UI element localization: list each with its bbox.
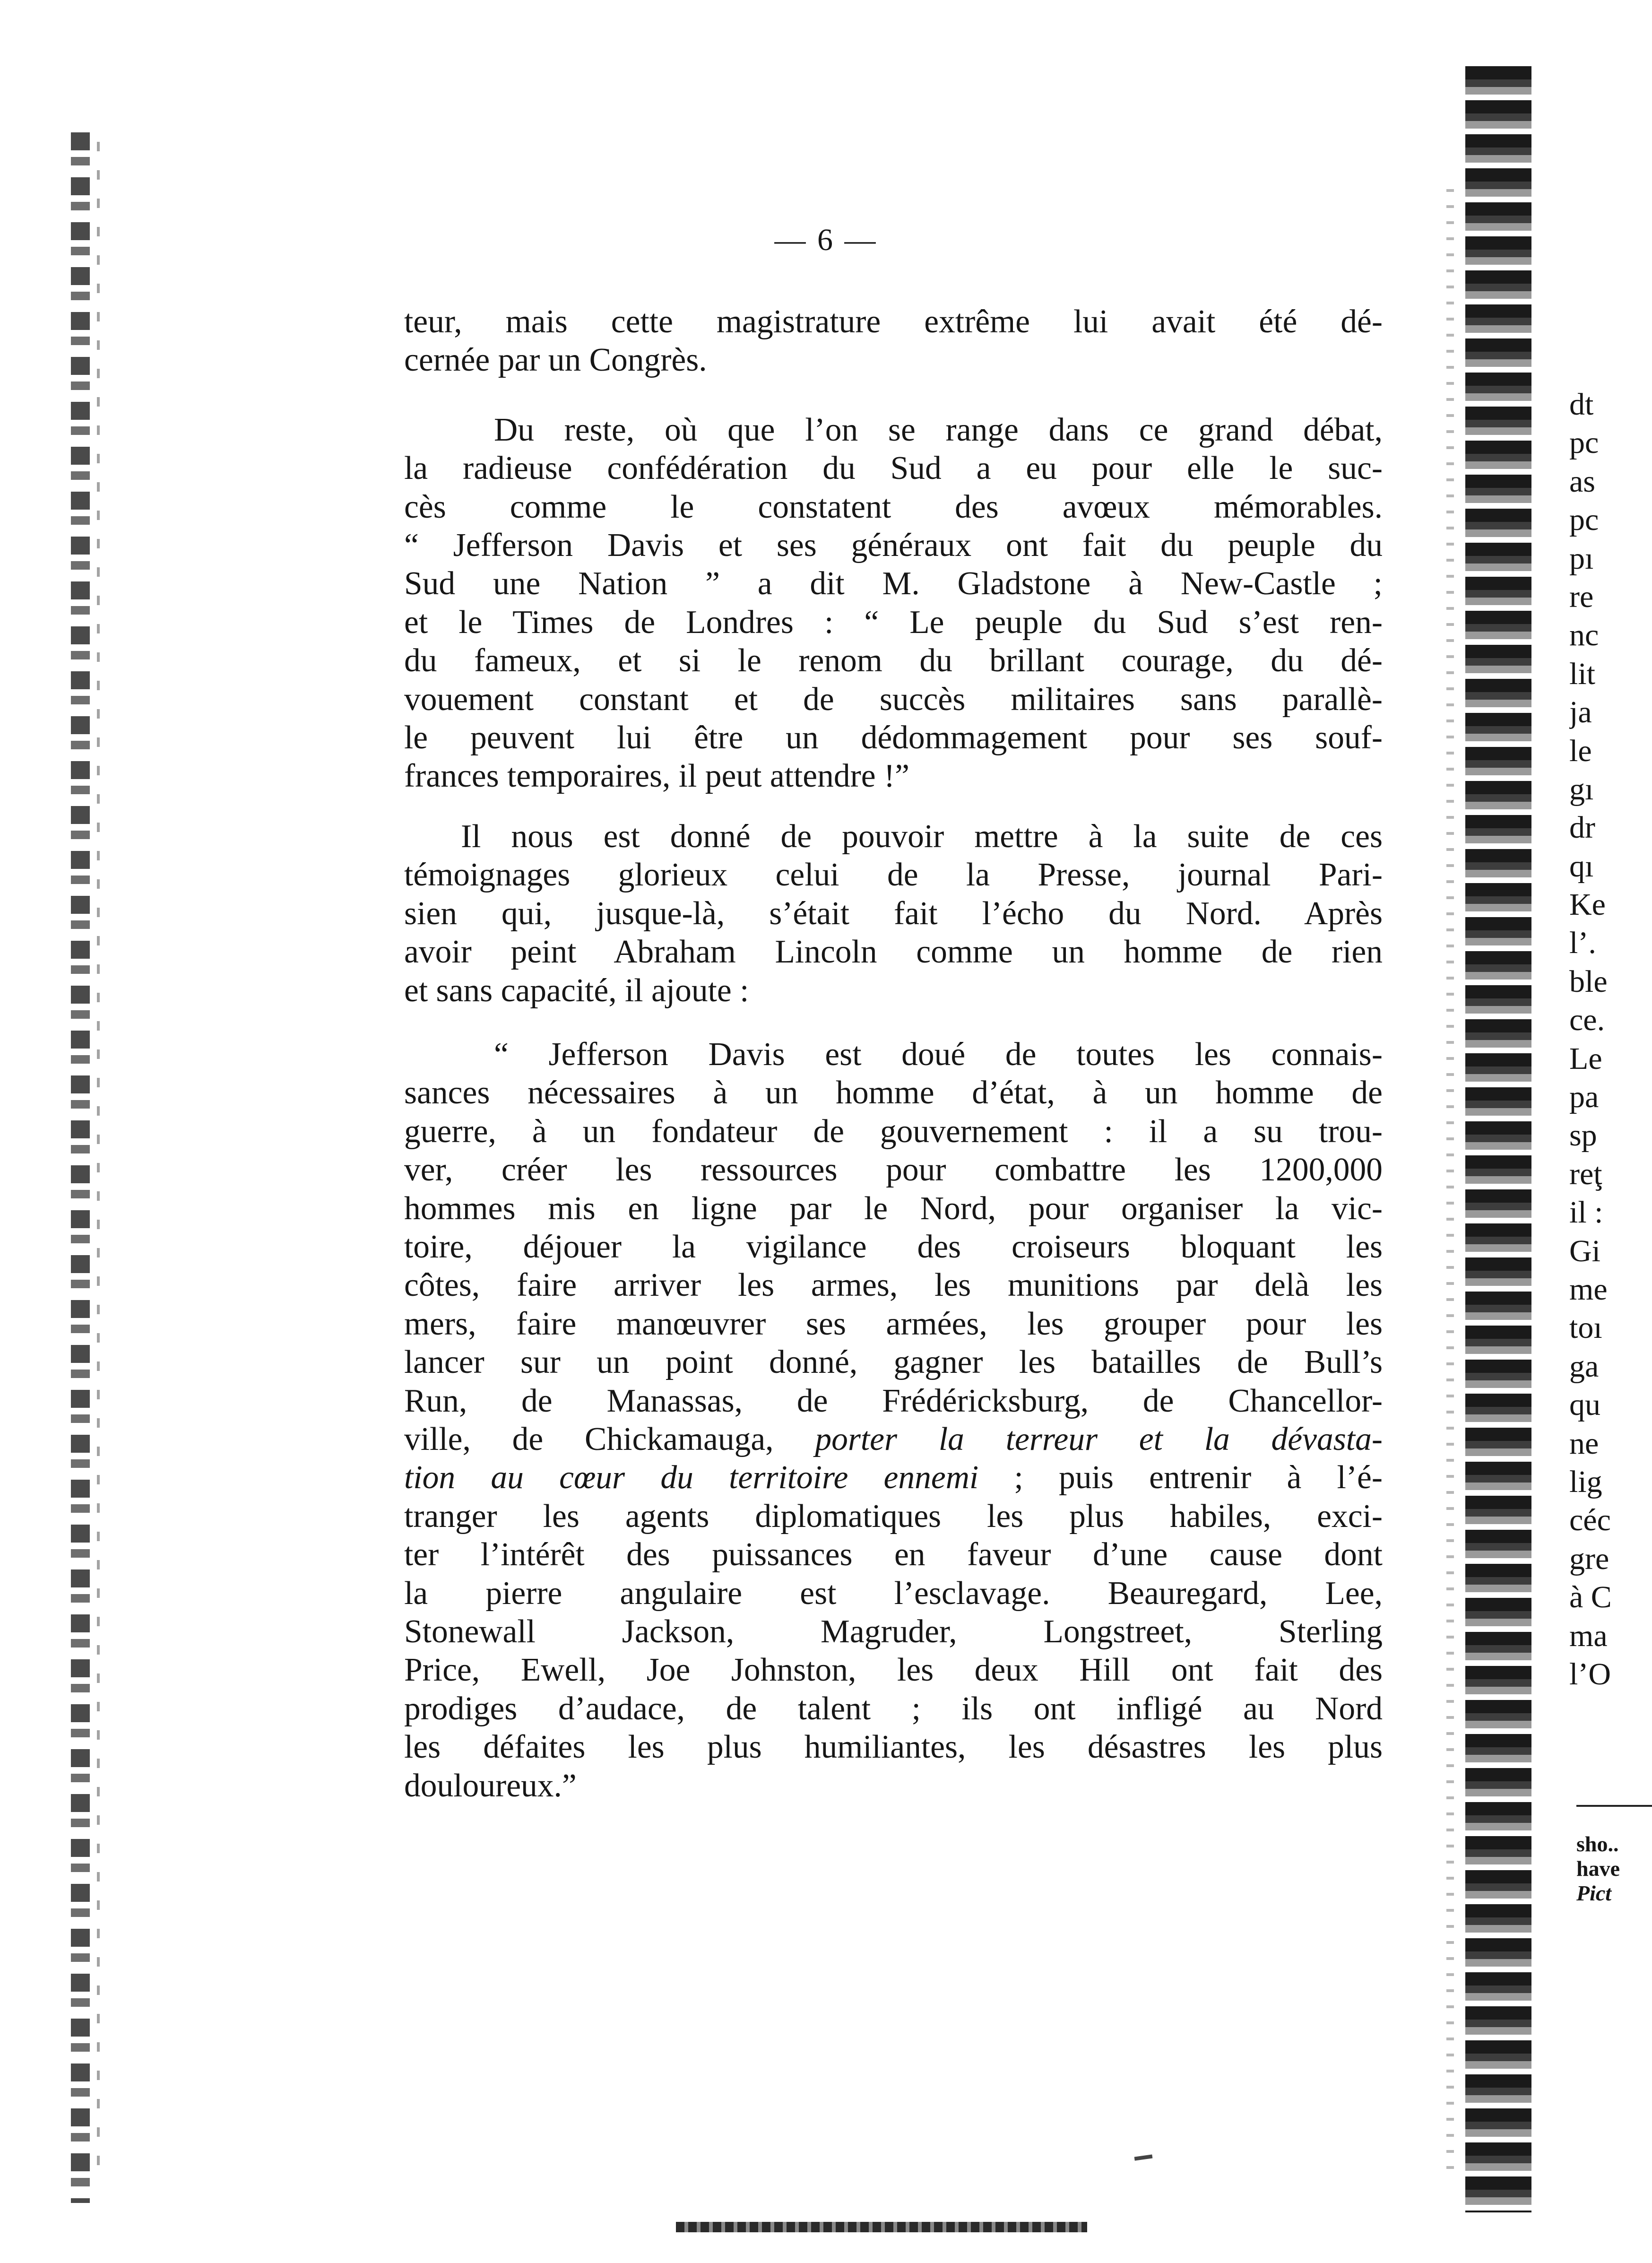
text-line: Il nous est donné de pouvoir mettre à la suite de ces xyxy=(461,818,1383,855)
fragment: re xyxy=(1569,579,1594,614)
text-italic: porter la terreur et la dévasta- xyxy=(815,1421,1383,1457)
fragment: Ke xyxy=(1569,887,1606,922)
text-line: “ Jefferson Davis et ses généraux ont fait du peuple du xyxy=(404,527,1383,564)
text-roman: ; puis entrenir à l’é- xyxy=(978,1459,1383,1496)
fragment: lig xyxy=(1569,1464,1602,1499)
text-line: toire, déjouer la vigilance des croiseurs bloquant les xyxy=(404,1228,1383,1265)
fragment: ce. xyxy=(1569,1003,1605,1038)
fragment: pa xyxy=(1569,1080,1599,1115)
fragment: Pict xyxy=(1576,1881,1612,1905)
text-line: et le Times de Londres : “ Le peuple du Sud s’est ren- xyxy=(404,604,1383,641)
main-text-column xyxy=(404,303,1383,1805)
fragment: ma xyxy=(1569,1618,1608,1653)
fragment: sp xyxy=(1569,1118,1597,1153)
text-line: les défaites les plus humiliantes, les désastres les plus xyxy=(404,1729,1383,1766)
fragment: Gi xyxy=(1569,1233,1600,1268)
quotation xyxy=(404,1035,1383,1805)
text-line: Sud une Nation ” a dit M. Gladstone à New-Castle ; xyxy=(404,565,1383,602)
text-line: Stonewall Jackson, Magruder, Longstreet, Sterling xyxy=(404,1613,1383,1650)
text-line-mixed xyxy=(404,1420,1383,1458)
text-line: Run, de Manassas, de Frédéricksburg, de Chancellor- xyxy=(404,1382,1383,1419)
fragment: ja xyxy=(1569,695,1592,730)
fragment: pc xyxy=(1569,503,1599,538)
text-line: prodiges d’audace, de talent ; ils ont infligé au Nord xyxy=(404,1690,1383,1727)
scan-right-edge xyxy=(1465,66,1531,2212)
fragment: gre xyxy=(1569,1541,1609,1576)
text-line: ter l’intérêt des puissances en faveur d’une cause dont xyxy=(404,1536,1383,1573)
text-line: la pierre angulaire est l’esclavage. Beauregard, Lee, xyxy=(404,1575,1383,1612)
adjacent-page-footnote-rule xyxy=(1576,1805,1652,1807)
text-line: du fameux, et si le renom du brillant courage, du dé- xyxy=(404,642,1383,679)
fragment: have xyxy=(1576,1856,1620,1881)
fragment: céc xyxy=(1569,1503,1611,1538)
text-line: mers, faire manœuvrer ses armées, les grouper pour les xyxy=(404,1305,1383,1342)
fragment: dt xyxy=(1569,387,1594,422)
fragment: me xyxy=(1569,1272,1608,1307)
adjacent-page-fragments xyxy=(1569,385,1652,1693)
text-line: la radieuse confédération du Sud a eu pour elle le suc- xyxy=(404,450,1383,487)
text-line: teur, mais cette magistrature extrême lui avait été dé- xyxy=(404,303,1383,340)
fragment: ble xyxy=(1569,964,1608,999)
fragment: gı xyxy=(1569,772,1594,806)
page-number: — 6 — xyxy=(774,223,878,257)
fragment: toı xyxy=(1569,1310,1602,1345)
text-line: douloureux.” xyxy=(404,1767,577,1804)
text-line: hommes mis en ligne par le Nord, pour organiser la vic- xyxy=(404,1190,1383,1227)
fragment: ga xyxy=(1569,1349,1599,1384)
text-line: Du reste, où que l’on se range dans ce grand débat, xyxy=(494,411,1383,448)
scan-bottom-strip xyxy=(676,2222,1087,2232)
fragment: nc xyxy=(1569,618,1599,653)
text-line: “ Jefferson Davis est doué de toutes les connais- xyxy=(494,1036,1383,1073)
text-line-mixed xyxy=(404,1458,1383,1497)
fragment: reţ xyxy=(1569,1156,1602,1191)
text-line: ver, créer les ressources pour combattre les 1200,000 xyxy=(404,1152,1383,1188)
text-line: vouement constant et de succès militaires sans parallè- xyxy=(404,681,1383,718)
fragment: qı xyxy=(1569,849,1594,884)
fragment: il : xyxy=(1569,1195,1603,1230)
text-line: sien qui, jusque-là, s’était fait l’écho du Nord. Après xyxy=(404,895,1383,932)
scan-left-edge xyxy=(71,132,90,2203)
paragraph-2 xyxy=(404,411,1383,796)
text-line: lancer sur un point donné, gagner les batailles de Bull’s xyxy=(404,1344,1383,1381)
adjacent-page-footnote xyxy=(1576,1832,1652,1906)
text-line: côtes, faire arriver les armes, les munitions par delà les xyxy=(404,1267,1383,1304)
fragment: as xyxy=(1569,464,1595,499)
scan-right-edge-dots xyxy=(1446,189,1454,2175)
text-line: Price, Ewell, Joe Johnston, les deux Hill ont fait des xyxy=(404,1652,1383,1689)
fragment: lit xyxy=(1569,656,1596,691)
scan-left-edge-thin xyxy=(97,142,100,2175)
fragment: ne xyxy=(1569,1426,1599,1461)
text-line: guerre, à un fondateur de gouvernement : il a su trou- xyxy=(404,1113,1383,1150)
fragment: l’O xyxy=(1569,1656,1611,1691)
fragment: à C xyxy=(1569,1580,1612,1615)
text-line: et sans capacité, il ajoute : xyxy=(404,972,749,1009)
fragment: pı xyxy=(1569,541,1594,576)
paragraph-1 xyxy=(404,303,1383,380)
fragment: Le xyxy=(1569,1041,1602,1076)
fragment: le xyxy=(1569,733,1592,768)
scan-bottom-mark xyxy=(1134,2154,1153,2160)
text-line: cernée par un Congrès. xyxy=(404,342,707,379)
fragment: pc xyxy=(1569,425,1599,460)
text-italic: tion au cœur du territoire ennemi xyxy=(404,1459,979,1496)
text-line: témoignages glorieux celui de la Presse, journal Pari- xyxy=(404,857,1383,893)
text-line: avoir peint Abraham Lincoln comme un homme de rien xyxy=(404,934,1383,971)
text-roman: ville, de Chickamauga, xyxy=(404,1421,815,1457)
fragment: qu xyxy=(1569,1387,1600,1422)
paragraph-3 xyxy=(404,817,1383,1010)
fragment: sho.. xyxy=(1576,1832,1619,1856)
text-line: tranger les agents diplomatiques les plus habiles, exci- xyxy=(404,1498,1383,1535)
fragment: dr xyxy=(1569,810,1595,845)
text-line: frances temporaires, il peut attendre !” xyxy=(404,758,910,795)
fragment: l’. xyxy=(1569,926,1596,961)
text-line: cès comme le constatent des avœux mémorables. xyxy=(404,488,1383,525)
text-line: le peuvent lui être un dédommagement pour ses souf- xyxy=(404,720,1383,756)
text-line: sances nécessaires à un homme d’état, à un homme de xyxy=(404,1075,1383,1111)
